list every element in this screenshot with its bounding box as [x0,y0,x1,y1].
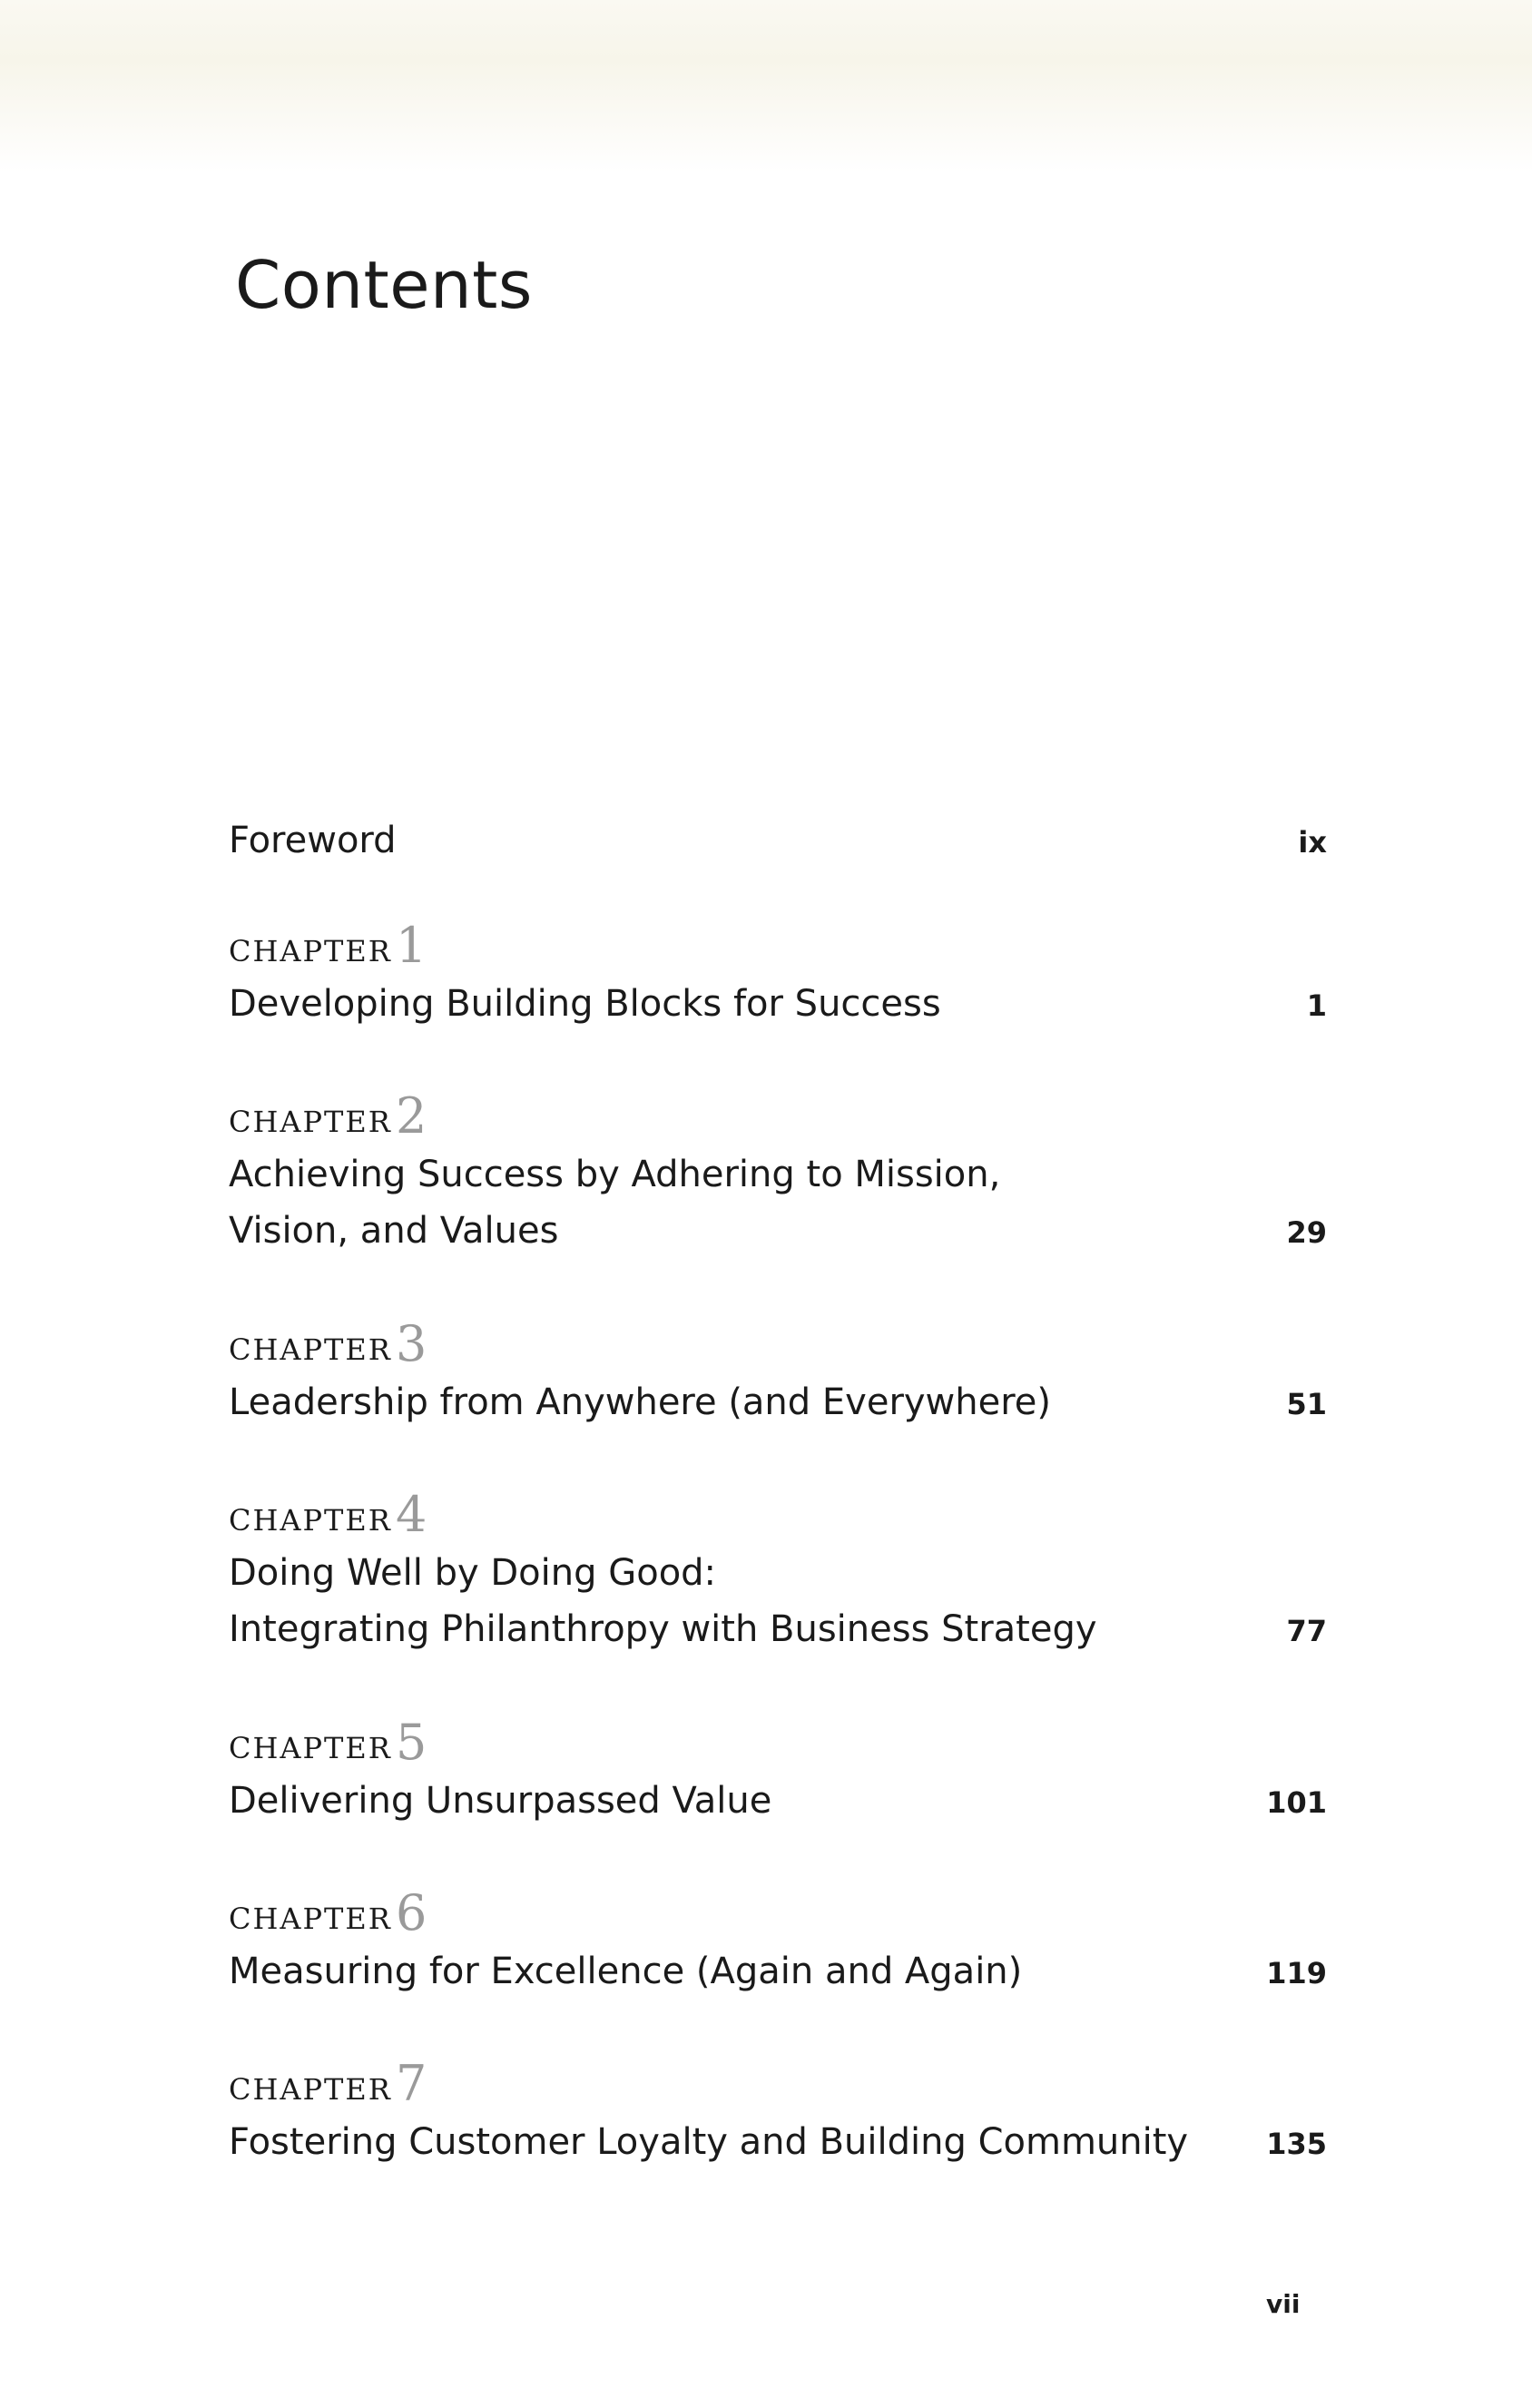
toc-entry-body [229,812,1327,869]
toc-entry-body [229,976,1327,1032]
toc-entry-page-number: 1 [1306,988,1327,1023]
toc-entry-title-line: Measuring for Excellence (Again and Again) [229,1951,1023,1992]
toc-entry-chapter-4[interactable] [229,1486,1327,1657]
toc-entry-page-number: 119 [1266,1956,1327,1990]
chapter-word: CHAPTER [229,2072,392,2107]
toc-entry-foreword[interactable] [229,812,1327,869]
toc-entry-title-line: Delivering Unsurpassed Value [229,1780,772,1822]
toc-entry-chapter-3[interactable] [229,1315,1327,1430]
toc-entry-title [229,1773,1200,1829]
toc-entry-chapter-6[interactable] [229,1884,1327,2000]
toc-entry-page-number: 77 [1286,1614,1327,1648]
page-title: Contents [235,247,533,323]
chapter-word: CHAPTER [229,1105,392,1139]
toc-entry-body [229,1374,1327,1430]
chapter-number: 6 [396,1884,427,1941]
toc-entry-page-number: 51 [1286,1387,1327,1421]
toc-entry-body [229,1943,1327,2000]
chapter-label [229,1087,1327,1146]
chapter-number: 7 [396,2055,427,2112]
folio-page-number: vii [1266,2289,1301,2319]
toc-entry-title-line: Achieving Success by Adhering to Mission, [229,1154,1001,1195]
toc-entry-title [229,1146,1200,1259]
toc-entry-body [229,1773,1327,1829]
toc-entry-title [229,2114,1200,2170]
toc-entry-chapter-5[interactable] [229,1714,1327,1829]
toc-entry-title-line: Fostering Customer Loyalty and Building Community [229,2121,1189,2163]
toc-entry-title-line: Developing Building Blocks for Success [229,983,941,1025]
toc-entry-body [229,1545,1327,1657]
chapter-label [229,917,1327,976]
chapter-word: CHAPTER [229,1731,392,1765]
chapter-label [229,1884,1327,1943]
chapter-word: CHAPTER [229,1503,392,1538]
toc-entry-page-number: 29 [1286,1215,1327,1250]
chapter-word: CHAPTER [229,934,392,968]
chapter-number: 5 [396,1714,427,1771]
toc-entry-page-number: 135 [1266,2127,1327,2161]
toc-entry-chapter-1[interactable] [229,917,1327,1032]
toc-entry-title [229,812,1200,869]
chapter-number: 1 [396,917,427,974]
toc-entry-title-line: Vision, and Values [229,1210,559,1252]
toc-entry-title-line: Foreword [229,820,397,861]
toc-entry-body [229,1146,1327,1259]
toc-entry-page-number: ix [1298,825,1327,860]
toc-entry-title-line: Doing Well by Doing Good: [229,1552,717,1594]
chapter-label [229,2055,1327,2114]
toc-entry-page-number: 101 [1266,1785,1327,1820]
chapter-label [229,1315,1327,1374]
toc-entry-body [229,2114,1327,2170]
chapter-label [229,1486,1327,1545]
toc-entry-chapter-7[interactable] [229,2055,1327,2170]
toc-entry-title-line: Integrating Philanthropy with Business Strategy [229,1608,1097,1650]
chapter-number: 3 [396,1315,427,1372]
toc-entry-title [229,976,1200,1032]
toc-entry-title [229,1374,1200,1430]
chapter-label [229,1714,1327,1773]
chapter-number: 2 [396,1087,427,1145]
toc-entry-title [229,1545,1200,1657]
toc-entry-chapter-2[interactable] [229,1087,1327,1259]
chapter-word: CHAPTER [229,1902,392,1936]
chapter-number: 4 [396,1486,427,1543]
toc-entry-title-line: Leadership from Anywhere (and Everywhere) [229,1381,1052,1423]
chapter-word: CHAPTER [229,1332,392,1367]
toc-entry-title [229,1943,1200,2000]
